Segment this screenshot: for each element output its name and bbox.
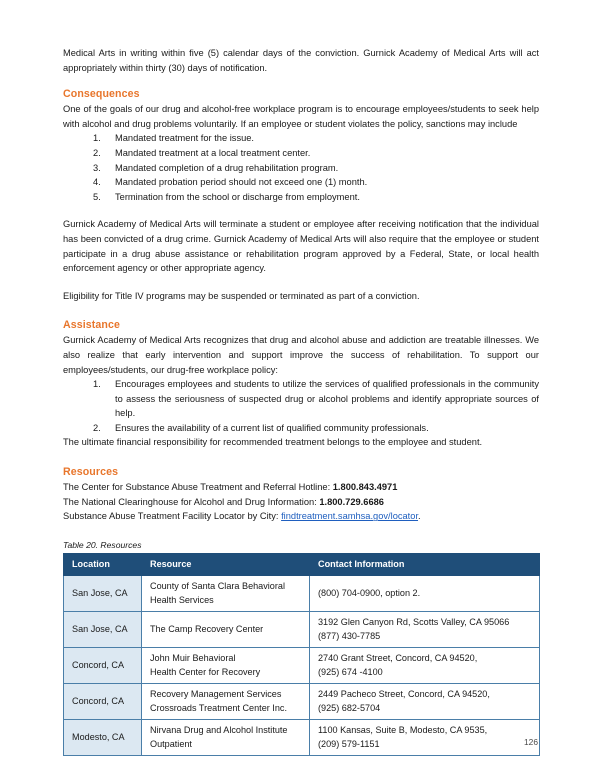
list-item: Mandated treatment for the issue. <box>115 133 255 144</box>
cell-line: Health Center for Recovery <box>150 666 261 677</box>
page-number: 126 <box>524 737 538 747</box>
cell-contact <box>310 575 540 611</box>
cell-line: Health Services <box>150 594 214 605</box>
table-row <box>64 575 540 611</box>
cell-location: Concord, CA <box>64 647 142 683</box>
cell-line: Nirvana Drug and Alcohol Institute <box>150 724 288 735</box>
table-header-row <box>64 553 540 575</box>
list-item: Encourages employees and students to utilize the services of qualified professionals in the community to assess the seriousness of suspected drug or alcohol problems and identify appropriate sources of help. <box>115 379 539 419</box>
table-row <box>64 683 540 719</box>
list-item: Termination from the school or discharge from employment. <box>115 191 360 202</box>
cell-line: (925) 682-5704 <box>318 702 381 713</box>
column-header-location: Location <box>64 553 142 575</box>
cell-resource <box>142 647 310 683</box>
cell-line: Crossroads Treatment Center Inc. <box>150 702 287 713</box>
cell-location: San Jose, CA <box>64 575 142 611</box>
cell-resource <box>142 575 310 611</box>
spacer <box>63 450 539 466</box>
cell-line: (877) 430-7785 <box>318 630 381 641</box>
cell-line: Outpatient <box>150 738 192 749</box>
samhsa-locator-link[interactable]: findtreatment.samhsa.gov/locator <box>281 511 419 522</box>
spacer <box>63 75 539 88</box>
list-item: Mandated probation period should not exceed one (1) month. <box>115 177 368 188</box>
cell-line: Recovery Management Services <box>150 688 282 699</box>
cell-line: 2449 Pacheco Street, Concord, CA 94520, <box>318 688 490 699</box>
cell-line: 2740 Grant Street, Concord, CA 94520, <box>318 652 478 663</box>
table-caption: Table 20. Resources <box>63 539 142 550</box>
resources-table <box>63 553 540 756</box>
resource-hotline-label: The Center for Substance Abuse Treatment and Referral Hotline: <box>63 482 333 493</box>
spacer <box>63 524 539 540</box>
resource-clearinghouse-label: The National Clearinghouse for Alcohol and Drug Information: <box>63 496 320 507</box>
cell-line: (209) 579-1151 <box>318 738 380 749</box>
resource-hotline-line <box>63 480 539 495</box>
table-row <box>64 647 540 683</box>
assistance-closing: The ultimate financial responsibility for recommended treatment belongs to the employee and student. <box>63 437 483 448</box>
cell-line: (800) 704-0900, option 2. <box>318 587 421 598</box>
cell-line: (925) 674 -4100 <box>318 666 383 677</box>
intro-paragraph: Medical Arts in writing within five (5) calendar days of the conviction. Gurnick Academy of Medical Arts will act appropriately within thirty (30) days of notification. <box>63 48 539 73</box>
consequences-after-list-paragraph: Gurnick Academy of Medical Arts will terminate a student or employee after receiving notification that the individual has been convicted of a drug crime. Gurnick Academy of Medical Arts will also require that the employee or student participate in a drug abuse assistance or rehabilitation program approved by a Federal, State, or local health enforcement agency or other appropriate agency. <box>63 219 539 274</box>
cell-contact <box>310 611 540 647</box>
resource-clearinghouse-line <box>63 495 539 510</box>
resource-clearinghouse-number: 1.800.729.6686 <box>319 496 384 507</box>
table-row <box>64 719 540 755</box>
resource-locator-line <box>63 509 539 524</box>
assistance-intro: Gurnick Academy of Medical Arts recognizes that drug and alcohol abuse and addiction are treatable illnesses. We also realize that early intervention and support improve the success of rehabilitation. To support our employees/students, our drug-free workplace policy: <box>63 335 539 375</box>
cell-line: County of Santa Clara Behavioral <box>150 580 285 591</box>
table-row <box>64 611 540 647</box>
list-item: Mandated treatment at a local treatment center. <box>115 147 311 158</box>
list-item: Ensures the availability of a current list of qualified community professionals. <box>115 422 429 433</box>
cell-line: John Muir Behavioral <box>150 652 236 663</box>
cell-line: The Camp Recovery Center <box>150 623 264 634</box>
consequences-intro: One of the goals of our drug and alcohol-free workplace program is to encourage employees/students to seek help with alcohol and drug problems voluntarily. If an employee or student violates the policy, sanctions may include <box>63 104 539 129</box>
spacer <box>63 276 539 289</box>
list-item: Mandated completion of a drug rehabilitation program. <box>115 162 339 173</box>
cell-line: 1100 Kansas, Suite B, Modesto, CA 9535, <box>318 724 488 735</box>
assistance-list <box>63 377 539 435</box>
spacer <box>63 303 539 319</box>
cell-location: Concord, CA <box>64 683 142 719</box>
cell-contact <box>310 719 540 755</box>
cell-location: San Jose, CA <box>64 611 142 647</box>
cell-resource <box>142 611 310 647</box>
cell-location: Modesto, CA <box>64 719 142 755</box>
section-heading-resources: Resources <box>63 466 119 479</box>
resource-hotline-number: 1.800.843.4971 <box>332 482 398 493</box>
column-header-resource: Resource <box>142 553 310 575</box>
section-heading-assistance: Assistance <box>63 319 120 332</box>
cell-contact <box>310 647 540 683</box>
column-header-contact: Contact Information <box>310 553 540 575</box>
spacer <box>63 204 539 217</box>
cell-contact <box>310 683 540 719</box>
resource-locator-label: Substance Abuse Treatment Facility Locator by City: <box>63 511 282 522</box>
resource-locator-suffix: . <box>418 511 421 522</box>
eligibility-paragraph: Eligibility for Title IV programs may be suspended or terminated as part of a conviction. <box>63 290 420 301</box>
cell-line: 3192 Glen Canyon Rd, Scotts Valley, CA 95066 <box>318 616 510 627</box>
cell-resource <box>142 683 310 719</box>
cell-resource <box>142 719 310 755</box>
section-heading-consequences: Consequences <box>63 88 140 101</box>
consequences-list <box>63 131 539 204</box>
